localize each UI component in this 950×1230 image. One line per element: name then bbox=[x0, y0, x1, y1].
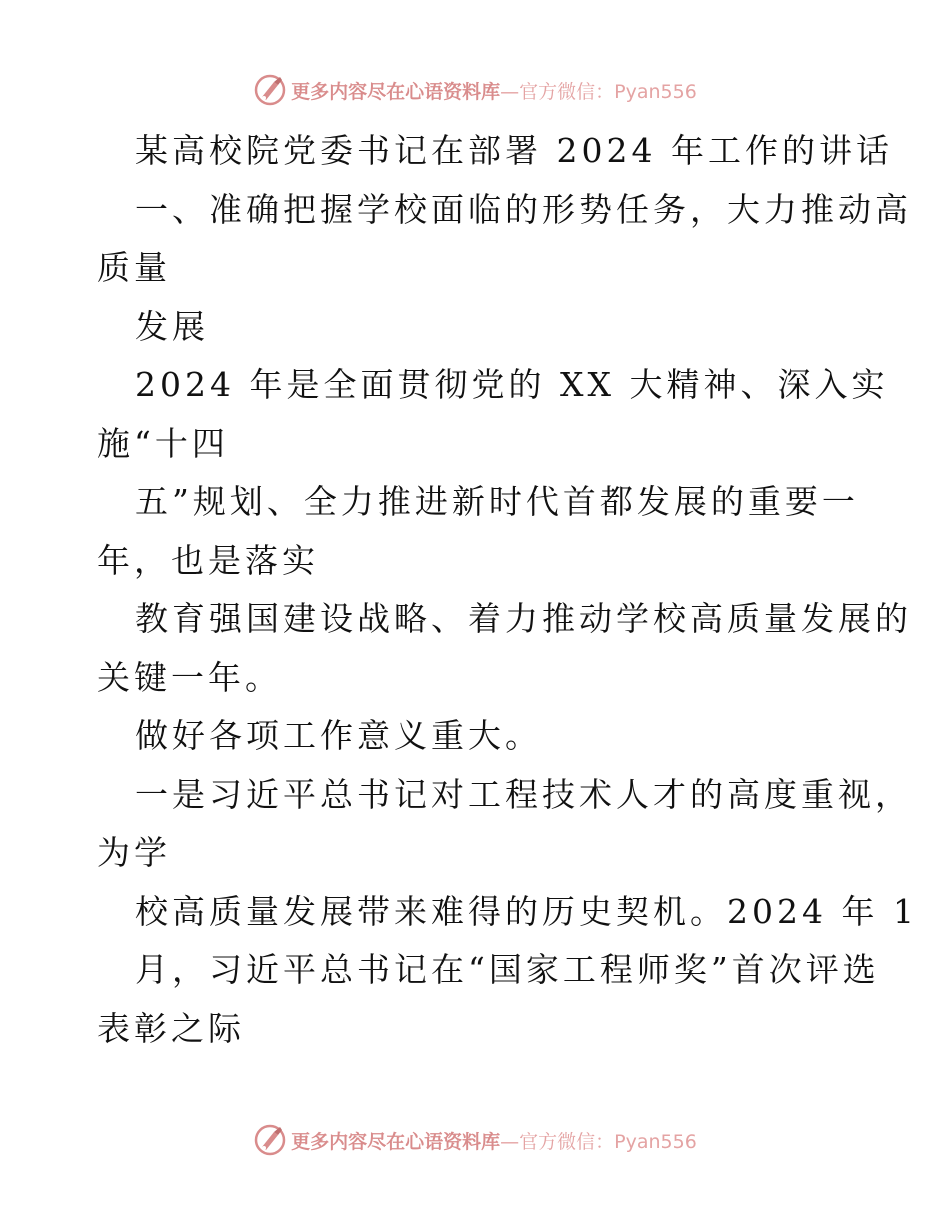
document-title: 某高校院党委书记在部署 2024 年工作的讲话 bbox=[135, 131, 893, 170]
text-line: 年，也是落实 bbox=[97, 540, 319, 580]
text-line: 为学 bbox=[97, 833, 171, 872]
text-line: 施“十四 bbox=[97, 423, 229, 463]
watermark-wechat: 官方微信：Pyan556 bbox=[519, 1130, 697, 1153]
brand-logo-icon bbox=[253, 1123, 287, 1157]
text-line: 教育强国建设战略、着力推动学校高质量发展的 bbox=[135, 599, 912, 638]
text-line: 关键一年。 bbox=[97, 657, 282, 697]
watermark-text bbox=[291, 1127, 697, 1154]
watermark-separator: — bbox=[500, 1130, 520, 1153]
brand-logo-icon bbox=[253, 73, 287, 107]
footer-watermark bbox=[0, 1120, 950, 1160]
document-body bbox=[97, 122, 918, 1058]
section-heading-line: 一、准确把握学校面临的形势任务，大力推动高 bbox=[135, 189, 912, 229]
text-line: 月，习近平总书记在“国家工程师奖”首次评选 bbox=[135, 950, 880, 989]
header-watermark bbox=[0, 70, 950, 110]
text-line: 校高质量发展带来难得的历史契机。2024 年 1 bbox=[135, 891, 918, 931]
watermark-separator: — bbox=[500, 80, 520, 103]
watermark-brand: 更多内容尽在心语资料库 bbox=[291, 80, 501, 103]
text-line: 一是习近平总书记对工程技术人才的高度重视， bbox=[135, 774, 912, 814]
watermark-wechat: 官方微信：Pyan556 bbox=[519, 80, 697, 103]
watermark-text bbox=[291, 77, 697, 104]
text-line: 五”规划、全力推进新时代首都发展的重要一 bbox=[135, 482, 859, 521]
text-line: 做好各项工作意义重大。 bbox=[135, 716, 542, 755]
text-line: 发展 bbox=[135, 306, 209, 346]
text-line: 质量 bbox=[97, 248, 171, 287]
watermark-brand: 更多内容尽在心语资料库 bbox=[291, 1130, 501, 1153]
text-line: 表彰之际 bbox=[97, 1008, 245, 1048]
text-line: 2024 年是全面贯彻党的 XX 大精神、深入实 bbox=[135, 365, 889, 404]
